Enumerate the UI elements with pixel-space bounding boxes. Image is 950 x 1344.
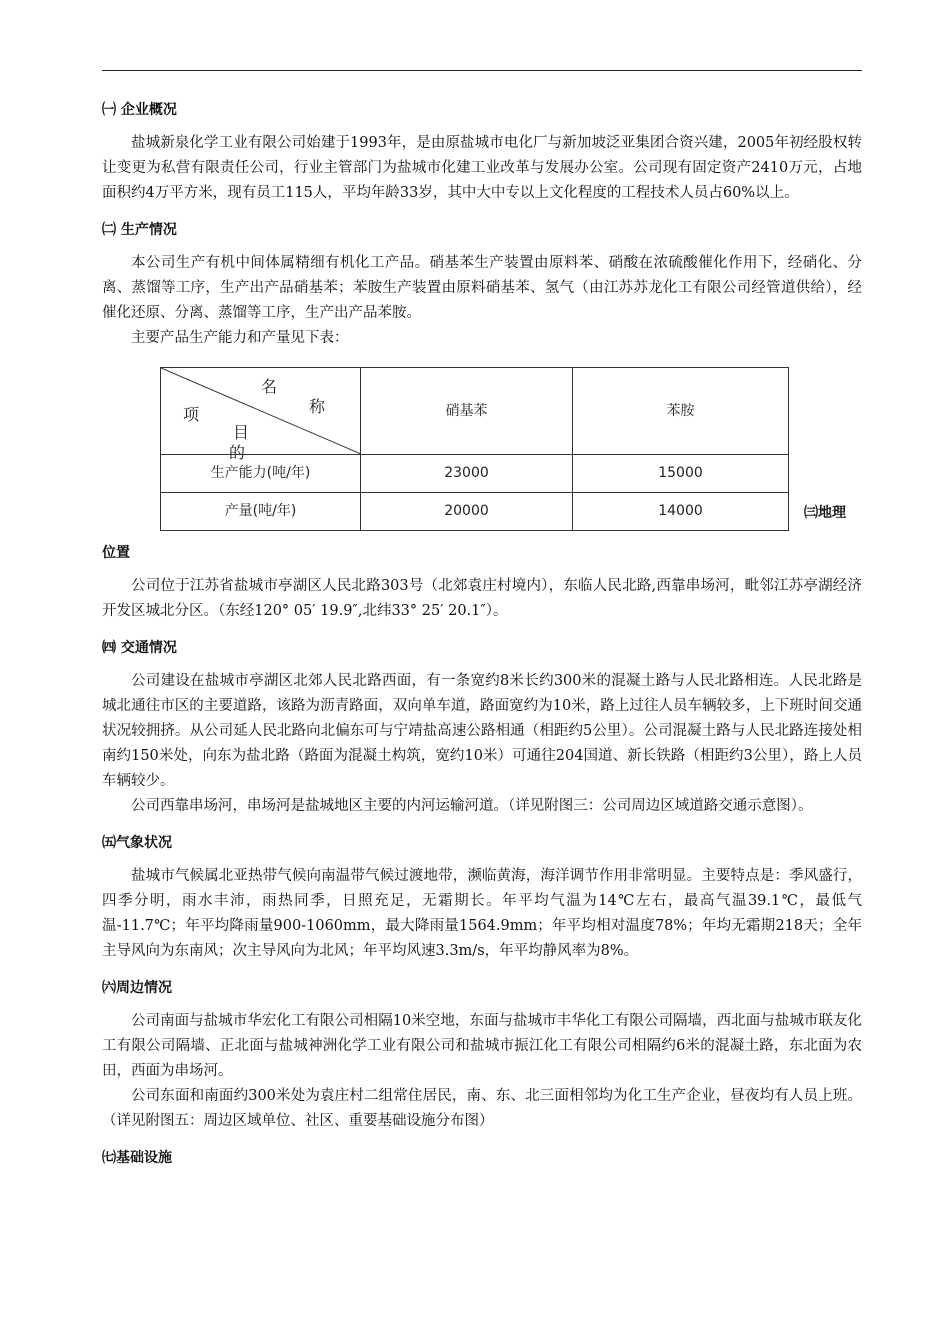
paragraph-climate: 盐城市气候属北亚热带气候向南温带气候过渡地带，濒临黄海，海洋调节作用非常明显。主要特点是：季风盛行，四季分明，雨水丰沛，雨热同季，日照充足，无霜期长。年平均气温为14℃左右，最高气温39.1℃，最低气温-11.7℃；年平均降雨量900-1060mm，最大降雨量1564.9mm；年平均相对温度78%；年均无霜期218天；全年主导风向为东南风；次主导风向为北风；年平均风速3.3m/s，年平均静风率为8%。 [102, 868, 862, 959]
cell-capacity-nitrobenzene: 23000 [361, 455, 573, 493]
section-heading-location-part1: ㈢地理 [804, 505, 846, 521]
section-heading-climate: ㈤气象状况 [102, 835, 172, 851]
diag-label-item-2: 目 [233, 423, 250, 442]
diag-label-name-1: 名 [261, 377, 278, 396]
paragraph-production: 本公司生产有机中间体属精细有机化工产品。硝基苯生产装置由原料苯、硝酸在浓硫酸催化作用下，经硝化、分离、蒸馏等工序，生产出产品硝基苯；苯胺生产装置由原料硝基苯、氢气（由江苏苏龙化工有限公司经管道供给），经催化还原、分离、蒸馏等工序，生产出产品苯胺。 [102, 255, 862, 321]
paragraph-surroundings-1: 公司南面与盐城市华宏化工有限公司相隔10米空地，东面与盐城市丰华化工有限公司隔墙，西北面与盐城市联友化工有限公司隔墙、正北面与盐城神洲化学工业有限公司和盐城市振江化工有限公司相隔约6米的混凝土路，东北面为农田，西面为串场河。 [102, 1013, 862, 1079]
row-label-capacity: 生产能力(吨/年) [161, 455, 361, 493]
paragraph-surroundings-2: 公司东面和南面约300米处为袁庄村二组常住居民，南、东、北三面相邻均为化工生产企业，昼夜均有人员上班。（详见附图五：周边区域单位、社区、重要基础设施分布图） [102, 1088, 862, 1129]
section-heading-surroundings: ㈥周边情况 [102, 980, 172, 996]
diag-label-name-2: 称 [309, 397, 326, 416]
section-heading-location-part2: 位置 [102, 545, 130, 561]
cell-output-nitrobenzene: 20000 [361, 493, 573, 531]
production-table [160, 367, 789, 531]
row-label-output: 产量(吨/年) [161, 493, 361, 531]
table-row [161, 455, 789, 493]
document-body [102, 92, 862, 1179]
paragraph-traffic-1: 公司建设在盐城市亭湖区北郊人民北路西面，有一条宽约8米长约300米的混凝土路与人民北路相连。人民北路是城北通往市区的主要道路，该路为沥青路面，双向单车道，路面宽约为10米，路上过往人员车辆较多，上下班时间交通状况较拥挤。从公司延人民北路向北偏东可与宁靖盐高速公路相通（相距约5公里）。公司混凝土路与人民北路连接处相南约150米处，向东为盐北路（路面为混凝土构筑，宽约10米）可通往204国道、新长铁路（相距约3公里），路上人员车辆较少。 [102, 673, 862, 789]
cell-output-aniline: 14000 [573, 493, 789, 531]
production-table-wrapper [160, 367, 860, 531]
paragraph-traffic-2: 公司西靠串场河，串场河是盐城地区主要的内河运输河道。（详见附图三：公司周边区域道路交通示意图）。 [131, 798, 813, 814]
table-diagonal-header [161, 368, 361, 462]
cell-capacity-aniline: 15000 [573, 455, 789, 493]
section-heading-infrastructure: ㈦基础设施 [102, 1150, 172, 1166]
table-row [161, 493, 789, 531]
column-header-aniline: 苯胺 [573, 368, 789, 455]
section-heading-traffic: ㈣ 交通情况 [102, 640, 177, 656]
header-rule [102, 70, 862, 71]
diag-label-item-1: 项 [183, 405, 200, 424]
paragraph-table-intro: 主要产品生产能力和产量见下表： [131, 330, 349, 346]
column-header-nitrobenzene: 硝基苯 [361, 368, 573, 455]
section-heading-production: ㈡ 生产情况 [102, 222, 177, 238]
section-heading-overview: ㈠ 企业概况 [102, 102, 177, 118]
paragraph-overview: 盐城新泉化学工业有限公司始建于1993年，是由原盐城市电化厂与新加坡泛亚集团合资兴建，2005年初经股权转让变更为私营有限责任公司，行业主管部门为盐城市化建工业改革与发展办公室。公司现有固定资产2410万元，占地面积约4万平方米，现有员工115人，平均年龄33岁，其中大中专以上文化程度的工程技术人员占60%以上。 [102, 135, 862, 201]
diag-label-item-3: 的 [229, 443, 246, 462]
paragraph-location: 公司位于江苏省盐城市亭湖区人民北路303号（北郊袁庄村境内），东临人民北路,西靠串场河，毗邻江苏亭湖经济开发区城北分区。（东经120° 05′ 19.9″,北纬33° 25′ 20.1″）。 [102, 578, 862, 619]
